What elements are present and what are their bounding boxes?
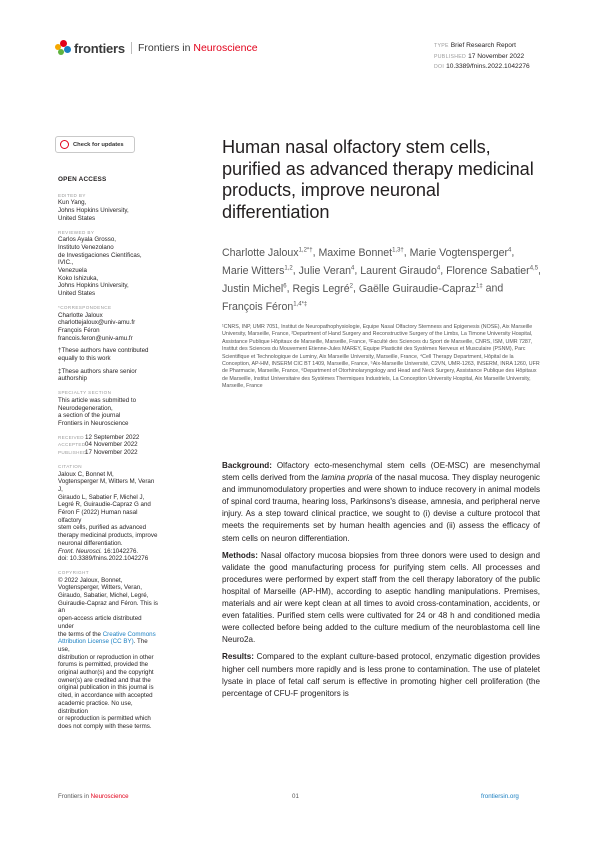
update-icon xyxy=(60,140,69,149)
open-access-label: OPEN ACCESS xyxy=(58,176,107,183)
email-link[interactable]: francois.feron@univ-amu.fr xyxy=(58,334,133,342)
journal-name: Frontiers in Neuroscience xyxy=(137,42,258,54)
abstract-background: Background: Olfactory ecto-mesenchymal stem cells (OE-MSC) are mesenchymal stem cells derived from the lamina propria of the nasal mucosa. They display neurogenic and immunomodulatory properties and were shown to induce recovery in animal models of spinal cord trauma, hearing loss, Parkinsons's disease, amnesia, and peripheral nerve injury. As a step toward clinical practice, we sought to (i) devise a culture protocol that meets the requirements set by human health agencies and (ii) assess the efficacy of stem cells on neuron differentiation. xyxy=(222,461,540,543)
article-title: Human nasal olfactory stem cells, purified as advanced therapy medicinal products, improve neuronal differentiation xyxy=(222,137,534,222)
author[interactable]: Maxime Bonnet$^{1,3\dagger}$ xyxy=(318,246,404,259)
page-number: 01 xyxy=(292,793,299,800)
specialty-section: This article was submitted to Neurodegeneration, a section of the journal Frontiers in Neuroscience xyxy=(58,396,137,427)
check-for-updates-button[interactable]: Check for updates xyxy=(55,136,135,153)
dates: RECEIVED 12 September 2022 ACCEPTED 04 November 2022 PUBLISHED 17 November 2022 xyxy=(58,433,140,457)
correspondence: Charlotte Jaloux charlottejaloux@univ-amu.fr François Féron francois.feron@univ-amu.fr xyxy=(58,312,158,343)
author[interactable]: Marie Witters$^{1,2}$ xyxy=(222,264,293,277)
author[interactable]: Gaëlle Guiraudie-Capraz$^{1\ddagger}$ xyxy=(358,282,483,295)
author[interactable]: Julie Veran$^4$ xyxy=(298,264,355,277)
abstract-methods: Methods: Nasal olfactory mucosa biopsies from three donors were used to design and validate the good manufacturing process for purifying stem cells. All processes and procedures were performed by expert staff from the cell therapy laboratory of the public hospital of Marseille (AP-HM), according to aseptic handling manipulations. Premises, materials and air were kept clean at all times to avoid cross-contamination, accidents, or even fatalities. Purified stem cells were cultivated for 24 or 48 h and conditioned media were collected before being added to the culture medium of the neuroblastoma cell line Neuro2a. xyxy=(222,550,540,645)
author[interactable]: Laurent Giraudo$^4$ xyxy=(360,264,441,277)
author[interactable]: Florence Sabatier$^{4,5}$ xyxy=(446,264,539,277)
footer-journal: Frontiers in Neuroscience xyxy=(58,793,129,800)
article-meta: TYPE Brief Research Report PUBLISHED 17 November 2022 DOI 10.3389/fnins.2022.1042276 xyxy=(434,42,530,70)
cc-license-link[interactable]: Attribution License (CC BY) xyxy=(58,638,134,646)
reviewed-by: Carlos Ayala Grosso, Instituto Venezolano de Investigaciones Científicas, IVIC., Venezuela Koko Ishizuka, Johns Hopkins University, United States xyxy=(58,236,142,298)
citation-doi[interactable]: doi: 10.3389/fnins.2022.1042276 xyxy=(58,555,149,563)
brand-name: frontiers xyxy=(74,40,125,56)
author[interactable]: Charlotte Jaloux$^{1,2*\dagger}$ xyxy=(222,246,313,259)
abstract-results: Results: Compared to the explant culture-based protocol, enzymatic digestion provides higher cell numbers more rapidly and is less prone to contamination. The use of platelet lysate in place of fetal calf serum is effective in promoting higher cell proliferation (the percentage of CFU-F progenitors is xyxy=(222,652,540,698)
cc-license-link[interactable]: Creative Commons xyxy=(102,630,156,638)
author-list: Charlotte Jaloux$^{1,2*\dagger}$, Maxime Bonnet$^{1,3\dagger}$, Marie Vogtensperger$^4$, Marie Witters$^{1,2}$, Julie Veran$^4$, Laurent Giraudo$^4$, Florence Sabatier$^{4,5}$, Justin Michel$^6$, Regis Legré$^2$, Gaëlle Guiraudie-Capraz$^{1\ddagger}$ and François Féron$^{1,4*\ddagger}$ xyxy=(222,246,541,313)
senior-authorship-note: ‡These authors share senior authorship xyxy=(58,367,137,383)
author[interactable]: Marie Vogtensperger$^4$ xyxy=(409,246,512,259)
footer-site-link[interactable]: frontiersin.org xyxy=(481,793,519,800)
email-link[interactable]: charlottejaloux@univ-amu.fr xyxy=(58,319,136,327)
article-type: Brief Research Report xyxy=(450,42,516,49)
affiliations: ¹CNRS, INP, UMR 7051, Institut de Neuropathophysiologie, Equipe Nasal Olfactory Stemness and Epigenesis (NOSE), Aix Marseille University, Marseille, France, ²Department of Hand Surgery and Reconstructive Surgery of the Limbs, La Timone University Hospital, Assistance Publique Hôpitaux de Marseille, Marseille, France, ³Faculté des Sciences du Sport de Marseille, CNRS, ISM, UMR 7287, Institut des Sciences du Mouvement Etienne-Jules MAREY, Equipe Plasticité des Systèmes Nerveux et Musculaire (PSNM), Parc Scientifique et Technologique de Luminy, Aix Marseille University, Marseille, France, ⁴Cell Therapy Department, Hôpital de la Conception, AP-HM, INSERM CIC BT 1409, Marseille, France, ⁵Aix-Marseille Université, C2VN, UMR-1263, INSERM, INRA 1260, UFR de Pharmacie, Marseille, France, ⁶Department of Otorhinolaryngology and Head and Neck Surgery, Assistance Publique des Hôpitaux de Marseille, Institut Universitaire des Systèmes Thermiques Industriels, La Conception University Hospital, Aix Marseille University, Marseille, France xyxy=(222,324,540,390)
author[interactable]: Regis Legré$^2$ xyxy=(292,282,353,295)
citation: Jaloux C, Bonnet M, Vogtensperger M, Witters M, Veran J, Giraudo L, Sabatier F, Michel J, Legré R, Guiraudie-Capraz G and Féron F (2022) Human nasal olfactory stem cells, purified as advanced therapy medicinal products, improve neuronal differentiation. Front. Neurosci. 16:1042276. doi: 10.3389/fnins.2022.1042276 xyxy=(58,470,158,563)
sidebar: OPEN ACCESS EDITED BY Kun Yang, Johns Hopkins University, United States REVIEWED BY Carlos Ayala Grosso, Instituto Venezolano de Investigaciones Científicas, IVIC., Venezuela Koko Ishizuka, Johns Hopkins University, United States *CORRESPONDENCE Charlotte Jaloux charlottejaloux@univ-amu.fr François Féron francois.feron@univ-amu.fr †These authors have contributed equally to this work ‡These authors share senior authorship SPECIALTY SECTION This article was submitted to Neurodegeneration, a section of the journal Frontiers in Neuroscience RECEIVED 12 September 2022 ACCEPTED 04 November 2022 PUBLISHED 17 November 2022 CITATION Jaloux C, Bonnet M, Vogtensperger M, Witters M, Veran J, Giraudo L, Sabatier F, Michel J, Legré R, Guiraudie-Capraz G and Féron F (2022) Human nasal olfactory stem cells, purified as advanced therapy medicinal products, improve neuronal differentiation. Front. Neurosci. 16:1042276. doi: 10.3389/fnins.2022.1042276 COPYRIGHT © 2022 Jaloux, Bonnet, Vogtensperger, Witters, Veran, Giraudo, Sabatier, Michel, Legré, Guiraudie-Capraz and Féron. This is an open-access article distributed under the terms of the Creative Commons Attribution License (CC BY). The use, distribution or reproduction in other forums is permitted, provided the original author(s) and the copyright owner(s) are credited and that the original publication in this journal is cited, in accordance with accepted academic practice. No use, distribution or reproduction is permitted which does not comply with these terms. xyxy=(58,176,158,730)
copyright: © 2022 Jaloux, Bonnet, Vogtensperger, Witters, Veran, Giraudo, Sabatier, Michel, Legré, Guiraudie-Capraz and Féron. This is an open-access article distributed under the terms of the Creative Commons Attribution License (CC BY). The use, distribution or reproduction in other forums is permitted, provided the original author(s) and the copyright owner(s) are credited and that the original publication in this journal is cited, in accordance with accepted academic practice. No use, distribution or reproduction is permitted which does not comply with these terms. xyxy=(58,576,158,730)
doi-link[interactable]: 10.3389/fnins.2022.1042276 xyxy=(446,63,530,70)
divider xyxy=(131,42,132,54)
abstract xyxy=(222,460,540,705)
equal-contribution-note: †These authors have contributed equally to this work xyxy=(58,347,149,363)
frontiers-logo-icon xyxy=(55,40,71,56)
published-date: 17 November 2022 xyxy=(468,52,525,60)
edited-by: Kun Yang, Johns Hopkins University, United States xyxy=(58,199,129,222)
frontiers-logo[interactable] xyxy=(55,40,258,56)
author[interactable]: Justin Michel$^6$ xyxy=(222,282,287,295)
author[interactable]: François Féron$^{1,4*\ddagger}$ xyxy=(222,300,308,313)
